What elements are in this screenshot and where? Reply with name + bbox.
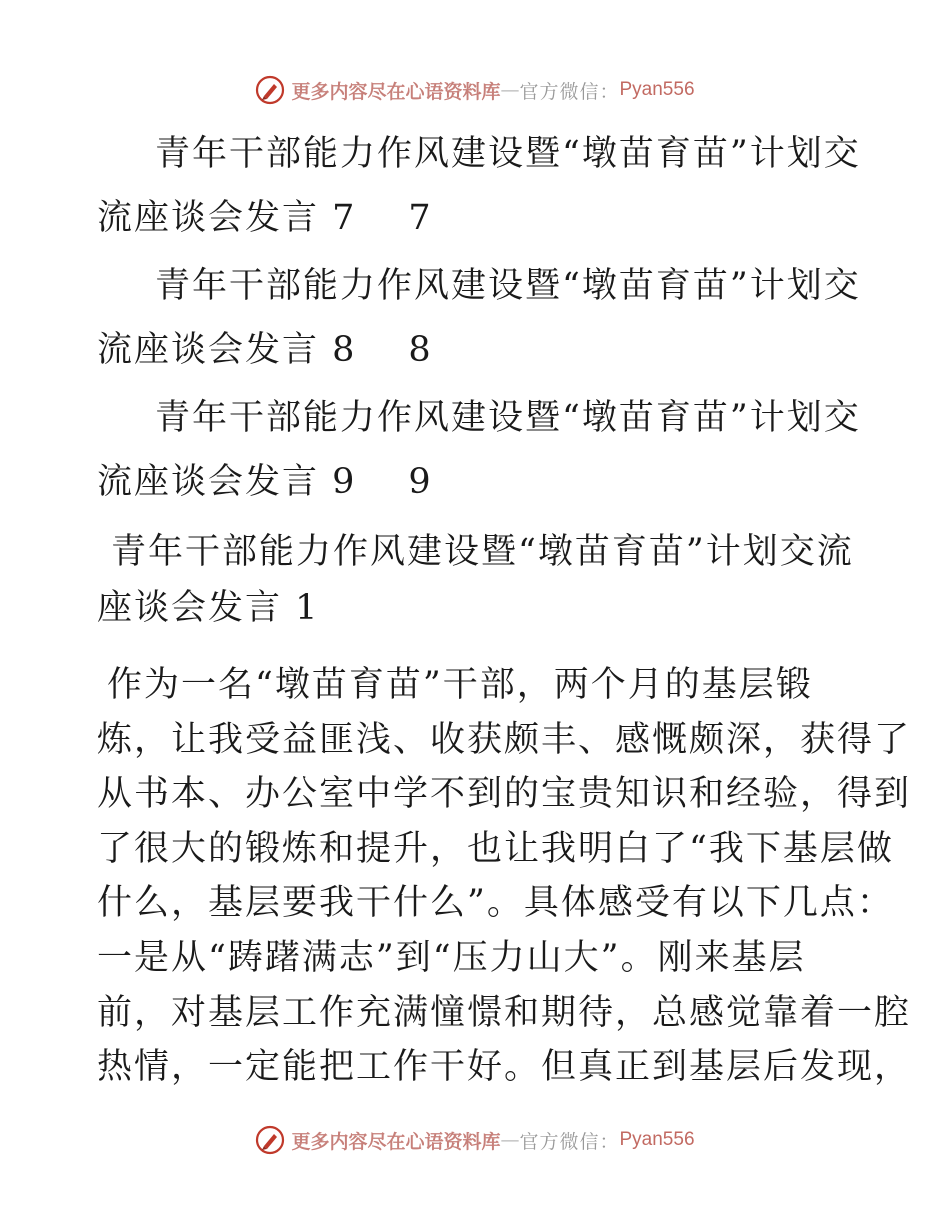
- toc-page-number: 9: [408, 462, 433, 502]
- toc-entry-title-tail: 流座谈会发言 7: [97, 198, 357, 238]
- toc-entry[interactable]: [97, 122, 861, 250]
- watermark-separator: —: [500, 79, 520, 101]
- toc-page-number: 8: [408, 330, 433, 370]
- toc-entry-title-line1: 青年干部能力作风建设暨“墩苗育苗”计划交: [155, 134, 861, 174]
- toc-page-number: 7: [408, 198, 433, 238]
- footer-watermark: [0, 1120, 950, 1160]
- watermark-official-label: 官方微信：: [519, 1130, 620, 1153]
- section-heading-line1: 青年干部能力作风建设暨“墩苗育苗”计划交流: [111, 532, 854, 572]
- watermark-separator: —: [500, 1129, 520, 1151]
- toc-entry-title-tail: 流座谈会发言 9: [97, 462, 357, 502]
- section-heading: [97, 524, 857, 636]
- watermark-official-label: 官方微信：: [519, 80, 620, 103]
- toc-entry-title-line1: 青年干部能力作风建设暨“墩苗育苗”计划交: [155, 398, 861, 438]
- body-line: 一是从“踌躇满志”到“压力山大”。刚来基层: [97, 937, 806, 978]
- pen-logo-icon: [255, 1125, 285, 1155]
- section-heading-line2: 座谈会发言 1: [97, 588, 320, 628]
- watermark-account: Pyan556: [619, 1129, 695, 1150]
- document-body: [97, 122, 912, 1095]
- watermark-brand: 更多内容尽在心语资料库: [291, 1130, 501, 1153]
- toc-entry[interactable]: [97, 386, 861, 514]
- body-line: 了很大的锻炼和提升，也让我明白了“我下基层做: [97, 828, 894, 869]
- body-line: 前，对基层工作充满憧憬和期待，总感觉靠着一腔: [97, 992, 912, 1033]
- watermark-account: Pyan556: [619, 79, 695, 100]
- toc-entry[interactable]: [97, 254, 861, 382]
- body-line: 作为一名“墩苗育苗”干部，两个月的基层锻: [107, 665, 813, 705]
- toc-entry-title-line2: [97, 186, 857, 250]
- toc-entry-title-tail: 流座谈会发言 8: [97, 330, 357, 370]
- body-line: 从书本、办公室中学不到的宝贵知识和经验，得到: [97, 774, 912, 815]
- pen-logo-icon: [255, 75, 285, 105]
- body-line: 什么，基层要我干什么”。具体感受有以下几点：: [97, 883, 894, 924]
- body-line: 炼，让我受益匪浅、收获颇丰、感慨颇深，获得了: [97, 719, 912, 760]
- toc-entry-title-line1: 青年干部能力作风建设暨“墩苗育苗”计划交: [155, 266, 861, 306]
- watermark-brand: 更多内容尽在心语资料库: [291, 80, 501, 103]
- header-watermark: [0, 70, 950, 110]
- toc-entry-title-line2: [97, 450, 857, 514]
- body-line: 热情，一定能把工作干好。但真正到基层后发现，: [97, 1047, 912, 1088]
- body-paragraph: [97, 658, 912, 1095]
- toc-entry-title-line2: [97, 318, 857, 382]
